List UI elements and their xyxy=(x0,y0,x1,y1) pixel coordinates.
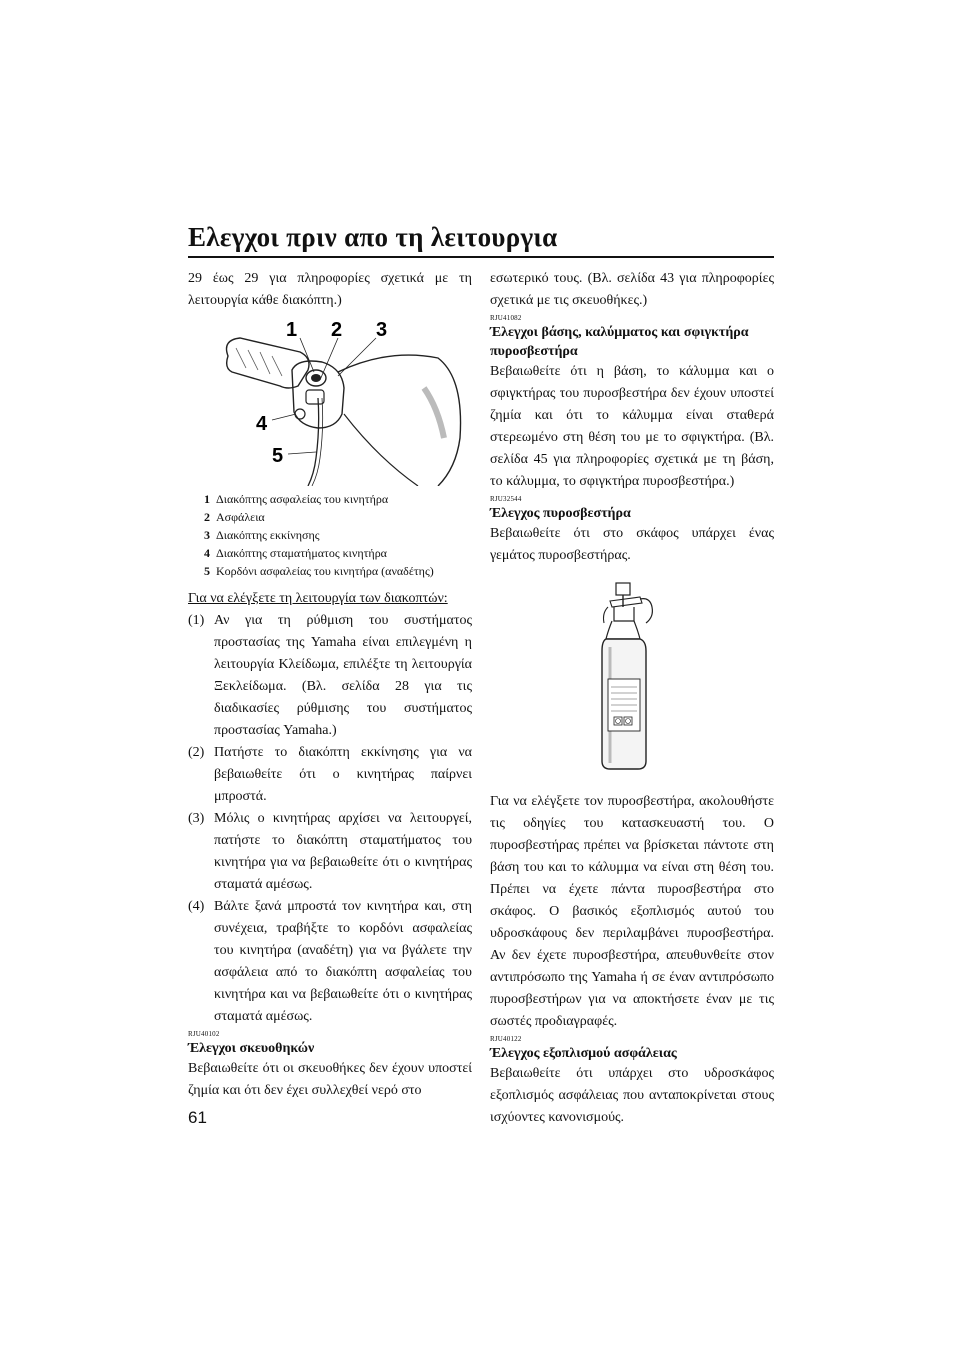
section-body: Βεβαιωθείτε ότι η βάση, το κάλυμμα και ο σφιγκτήρας του πυροσβεστήρα δεν έχουν υποστεί ζημία και ότι το κάλυμμα είναι σταθερά στερεωμένο στη θέση του με το σφιγκτήρα. (Βλ. σελίδα 45 για πληροφορίες σχετικά με τη βάση, το κάλυμμα, το σφιγκτήρα πυροσβεστήρα.) xyxy=(490,364,774,489)
section-code: RJU40102 xyxy=(188,1030,220,1038)
fire-extinguisher-illustration xyxy=(490,577,774,773)
intro-text: 29 έως 29 για πληροφορίες σχετικά με τη λειτουργία κάθε διακόπτη.) xyxy=(188,271,472,308)
left-column xyxy=(188,268,472,1102)
section-code: RJU41082 xyxy=(490,314,522,322)
section-body: Βεβαιωθείτε ότι υπάρχει στο υδροσκάφος εξοπλισμός ασφάλειας που ανταποκρίνεται στους ισχύοντες κανονισμούς. xyxy=(490,1066,774,1125)
legend-item: 5 Κορδόνι ασφαλείας του κινητήρα (αναδέτης) xyxy=(204,564,434,578)
legend-item: 1 Διακόπτης ασφαλείας του κινητήρα xyxy=(204,492,389,506)
section-body: Για να ελέγξετε τον πυροσβεστήρα, ακολουθήστε τις οδηγίες του κατασκευαστή του. Ο πυροσβεστήρας πρέπει να βρίσκεται πάντοτε στη βάση του και το κάλυμμα να είναι στη θέση του. Πρέπει να έχετε πάντα πυροσβεστήρα στο σκάφος. Ο βασικός εξοπλισμός αυτού του υδροσκάφους δεν περιλαμβάνει πυροσβεστήρα. Αν δεν έχετε πυροσβεστήρα, απευθυνθείτε στον αντιπρόσωπο της Yamaha ή σε έναν αντιπρόσωπο πυροσβεστήρων για να αποκτήσετε έναν με τις σωστές προδιαγραφές. xyxy=(490,794,774,1029)
handlebar-illustration xyxy=(188,318,472,486)
legend-item: 2 Ασφάλεια xyxy=(204,510,265,524)
section-title: Έλεγχος πυροσβεστήρα xyxy=(490,506,631,521)
callout-2: 2 xyxy=(331,319,343,341)
right-column xyxy=(490,268,774,1129)
check-heading: Για να ελέγξετε τη λειτουργία των διακοπτών: xyxy=(188,591,448,606)
callout-5: 5 xyxy=(272,445,284,467)
legend-item: 3 Διακόπτης εκκίνησης xyxy=(204,528,320,542)
legend-item: 4 Διακόπτης σταματήματος κινητήρα xyxy=(204,546,387,560)
step-item: (4) Βάλτε ξανά μπροστά τον κινητήρα και, στη συνέχεια, τραβήξτε το κορδόνι ασφαλείας του κινητήρα (αναδέτη) για να βγάλετε την ασφάλεια από το διακόπτη ασφαλείας του κινητήρα και να βεβαιωθείτε ότι ο κινητήρας σταματά αμέσως. xyxy=(188,899,472,1024)
section-body: Βεβαιωθείτε ότι οι σκευοθήκες δεν έχουν υποστεί ζημία και ότι δεν έχει συλλεχθεί νερό στο xyxy=(188,1061,472,1098)
handlebar-switch-figure xyxy=(188,318,472,486)
header-rule xyxy=(188,256,774,258)
callout-1: 1 xyxy=(286,319,298,341)
section-title: Έλεγχοι βάσης, καλύμματος και σφιγκτήρα πυροσβεστήρα xyxy=(490,325,749,359)
figure-legend xyxy=(188,490,472,580)
section-code: RJU32544 xyxy=(490,495,522,503)
callout-4: 4 xyxy=(256,413,268,435)
step-item: (3) Μόλις ο κινητήρας αρχίσει να λειτουργεί, πατήστε το διακόπτη σταματήματος του κινητήρα για να βεβαιωθείτε ότι ο κινητήρας σταματά αμέσως. xyxy=(188,811,472,892)
section-title: Έλεγχοι σκευοθηκών xyxy=(188,1041,315,1056)
section-title: Έλεγχος εξοπλισμού ασφάλειας xyxy=(490,1046,677,1061)
step-item: (1) Αν για τη ρύθμιση του συστήματος προστασίας της Yamaha είναι επιλεγμένη η λειτουργία Κλείδωμα, επιλέξτε τη λειτουργία Ξεκλείδωμα. (Βλ. σελίδα 28 για τις διαδικασίες ρύθμισης του συστήματος προστασίας Yamaha.) xyxy=(188,613,472,738)
continuation-text: εσωτερικό τους. (Βλ. σελίδα 43 για πληροφορίες σχετικά με τις σκευοθήκες.) xyxy=(490,271,774,308)
section-code: RJU40122 xyxy=(490,1035,522,1043)
fire-extinguisher-figure xyxy=(490,577,774,773)
step-item: (2) Πατήστε το διακόπτη εκκίνησης για να βεβαιωθείτε ότι ο κινητήρας παίρνει μπροστά. xyxy=(188,745,472,804)
page-title: Ελεγχοι πριν απο τη λειτουργια xyxy=(188,222,558,252)
callout-3: 3 xyxy=(376,319,388,341)
page-number: 61 xyxy=(188,1108,207,1127)
section-body: Βεβαιωθείτε ότι στο σκάφος υπάρχει ένας γεμάτος πυροσβεστήρας. xyxy=(490,526,774,563)
